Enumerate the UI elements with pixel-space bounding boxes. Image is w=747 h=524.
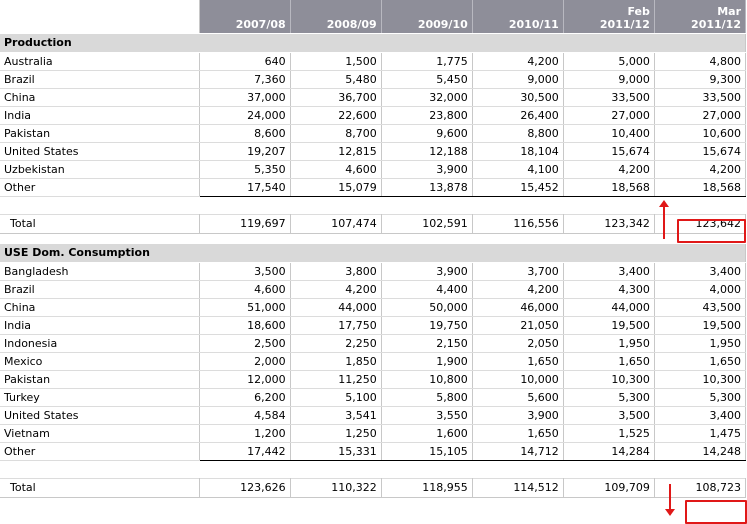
cell-value: 9,300	[654, 71, 745, 89]
cell-value: 3,800	[290, 263, 381, 281]
total-label: Total	[0, 479, 199, 498]
spacer-cell	[563, 461, 654, 479]
cell-value: 14,248	[654, 443, 745, 461]
cell-value: 44,000	[563, 299, 654, 317]
cell-value: 19,750	[381, 317, 472, 335]
cell-value: 10,600	[654, 125, 745, 143]
cell-value: 33,500	[654, 89, 745, 107]
section-header-production	[0, 34, 746, 53]
table-row	[0, 389, 746, 407]
cell-value: 1,650	[472, 353, 563, 371]
col-header: Mar 2011/12	[654, 0, 745, 34]
table-row	[0, 425, 746, 443]
cell-value: 51,000	[199, 299, 290, 317]
row-label: Uzbekistan	[0, 161, 199, 179]
cell-value: 12,188	[381, 143, 472, 161]
cell-value: 30,500	[472, 89, 563, 107]
total-value: 123,342	[563, 215, 654, 234]
total-value: 123,642	[654, 215, 745, 234]
cell-value: 4,200	[563, 161, 654, 179]
cell-value: 5,350	[199, 161, 290, 179]
gap-cell	[199, 234, 290, 245]
col-header: Feb 2011/12	[563, 0, 654, 34]
highlight-box-production-total	[677, 219, 746, 243]
spacer-cell	[0, 197, 199, 215]
cell-value: 4,200	[472, 281, 563, 299]
cell-value: 14,712	[472, 443, 563, 461]
cell-value: 14,284	[563, 443, 654, 461]
table-row	[0, 281, 746, 299]
spacer-row	[0, 461, 746, 479]
cell-value: 5,000	[563, 53, 654, 71]
cell-value: 640	[199, 53, 290, 71]
gap-cell	[563, 234, 654, 245]
cell-value: 5,450	[381, 71, 472, 89]
cell-value: 4,800	[654, 53, 745, 71]
section-title: USE Dom. Consumption	[0, 244, 746, 263]
table-row	[0, 89, 746, 107]
cell-value: 10,800	[381, 371, 472, 389]
total-value: 123,626	[199, 479, 290, 498]
spacer-cell	[290, 197, 381, 215]
cell-value: 3,900	[381, 161, 472, 179]
section-title: Production	[0, 34, 746, 53]
row-label: United States	[0, 143, 199, 161]
cell-value: 46,000	[472, 299, 563, 317]
row-label: India	[0, 317, 199, 335]
table-row	[0, 143, 746, 161]
spacer-cell	[472, 461, 563, 479]
col-header: 2010/11	[472, 0, 563, 34]
table-row	[0, 317, 746, 335]
cell-value: 22,600	[290, 107, 381, 125]
cell-value: 9,000	[563, 71, 654, 89]
cell-value: 3,400	[654, 263, 745, 281]
cell-value: 1,475	[654, 425, 745, 443]
table-row	[0, 407, 746, 425]
table-row	[0, 53, 746, 71]
total-value: 109,709	[563, 479, 654, 498]
spacer-cell	[654, 461, 745, 479]
col-header: 2009/10	[381, 0, 472, 34]
cell-value: 18,104	[472, 143, 563, 161]
gap-cell	[0, 234, 199, 245]
cell-value: 4,200	[472, 53, 563, 71]
cell-value: 12,000	[199, 371, 290, 389]
total-value: 114,512	[472, 479, 563, 498]
cell-value: 2,500	[199, 335, 290, 353]
highlight-box-consumption-total	[685, 500, 747, 524]
cell-value: 2,150	[381, 335, 472, 353]
row-label: Pakistan	[0, 371, 199, 389]
cell-value: 10,000	[472, 371, 563, 389]
cell-value: 3,550	[381, 407, 472, 425]
cell-value: 15,331	[290, 443, 381, 461]
table-row	[0, 443, 746, 461]
cell-value: 1,600	[381, 425, 472, 443]
table-row	[0, 71, 746, 89]
spacer-cell	[199, 197, 290, 215]
cell-value: 5,600	[472, 389, 563, 407]
cell-value: 8,700	[290, 125, 381, 143]
table-row	[0, 107, 746, 125]
cell-value: 1,850	[290, 353, 381, 371]
cell-value: 5,300	[563, 389, 654, 407]
cell-value: 5,480	[290, 71, 381, 89]
cell-value: 8,600	[199, 125, 290, 143]
cell-value: 4,600	[199, 281, 290, 299]
cell-value: 24,000	[199, 107, 290, 125]
spacer-cell	[199, 461, 290, 479]
cell-value: 1,650	[563, 353, 654, 371]
cell-value: 26,400	[472, 107, 563, 125]
gap-cell	[290, 234, 381, 245]
cell-value: 37,000	[199, 89, 290, 107]
row-label: Pakistan	[0, 125, 199, 143]
row-label: Other	[0, 179, 199, 197]
cell-value: 8,800	[472, 125, 563, 143]
total-row-consumption	[0, 479, 746, 498]
cell-value: 19,500	[654, 317, 745, 335]
cell-value: 15,674	[563, 143, 654, 161]
cell-value: 1,250	[290, 425, 381, 443]
cell-value: 27,000	[563, 107, 654, 125]
table-row	[0, 371, 746, 389]
cell-value: 1,200	[199, 425, 290, 443]
spacer-row	[0, 197, 746, 215]
total-value: 108,723	[654, 479, 745, 498]
total-label: Total	[0, 215, 199, 234]
total-row-production	[0, 215, 746, 234]
row-label: Indonesia	[0, 335, 199, 353]
col-header: 2007/08	[199, 0, 290, 34]
cell-value: 19,500	[563, 317, 654, 335]
row-label: India	[0, 107, 199, 125]
spacer-cell	[0, 461, 199, 479]
row-label: United States	[0, 407, 199, 425]
cell-value: 5,100	[290, 389, 381, 407]
row-label: Brazil	[0, 71, 199, 89]
cell-value: 2,050	[472, 335, 563, 353]
cell-value: 4,400	[381, 281, 472, 299]
cell-value: 10,300	[654, 371, 745, 389]
cell-value: 18,600	[199, 317, 290, 335]
cell-value: 33,500	[563, 89, 654, 107]
spacer-cell	[381, 197, 472, 215]
total-value: 102,591	[381, 215, 472, 234]
table-row	[0, 125, 746, 143]
cell-value: 11,250	[290, 371, 381, 389]
cell-value: 3,900	[472, 407, 563, 425]
gap-cell	[381, 234, 472, 245]
cell-value: 27,000	[654, 107, 745, 125]
cell-value: 3,400	[563, 263, 654, 281]
cell-value: 36,700	[290, 89, 381, 107]
row-label: Bangladesh	[0, 263, 199, 281]
table-row	[0, 353, 746, 371]
row-label: Other	[0, 443, 199, 461]
cell-value: 1,950	[563, 335, 654, 353]
cell-value: 1,500	[290, 53, 381, 71]
header-corner	[0, 0, 199, 34]
cell-value: 9,600	[381, 125, 472, 143]
row-label: Mexico	[0, 353, 199, 371]
cell-value: 1,775	[381, 53, 472, 71]
spacer-cell	[472, 197, 563, 215]
cell-value: 1,650	[472, 425, 563, 443]
cell-value: 6,200	[199, 389, 290, 407]
cell-value: 9,000	[472, 71, 563, 89]
cell-value: 15,674	[654, 143, 745, 161]
cell-value: 12,815	[290, 143, 381, 161]
cell-value: 3,400	[654, 407, 745, 425]
cell-value: 3,700	[472, 263, 563, 281]
cell-value: 1,950	[654, 335, 745, 353]
cell-value: 32,000	[381, 89, 472, 107]
cell-value: 10,400	[563, 125, 654, 143]
cell-value: 4,600	[290, 161, 381, 179]
total-value: 119,697	[199, 215, 290, 234]
header-row	[0, 0, 746, 34]
row-label: Brazil	[0, 281, 199, 299]
table-row	[0, 263, 746, 281]
row-label: China	[0, 89, 199, 107]
cell-value: 4,200	[654, 161, 745, 179]
cell-value: 43,500	[654, 299, 745, 317]
cell-value: 3,500	[199, 263, 290, 281]
col-header: 2008/09	[290, 0, 381, 34]
cell-value: 10,300	[563, 371, 654, 389]
cell-value: 7,360	[199, 71, 290, 89]
cell-value: 5,800	[381, 389, 472, 407]
cell-value: 50,000	[381, 299, 472, 317]
row-label: Vietnam	[0, 425, 199, 443]
table-row	[0, 179, 746, 197]
section-header-consumption	[0, 244, 746, 263]
table-row	[0, 161, 746, 179]
gap-cell	[472, 234, 563, 245]
section-gap	[0, 234, 746, 245]
cell-value: 1,900	[381, 353, 472, 371]
cell-value: 17,540	[199, 179, 290, 197]
cell-value: 2,000	[199, 353, 290, 371]
cell-value: 15,452	[472, 179, 563, 197]
spacer-cell	[381, 461, 472, 479]
cell-value: 13,878	[381, 179, 472, 197]
total-value: 118,955	[381, 479, 472, 498]
cell-value: 3,541	[290, 407, 381, 425]
total-value: 107,474	[290, 215, 381, 234]
cell-value: 4,584	[199, 407, 290, 425]
row-label: Turkey	[0, 389, 199, 407]
cell-value: 17,442	[199, 443, 290, 461]
cell-value: 1,650	[654, 353, 745, 371]
cell-value: 4,300	[563, 281, 654, 299]
cell-value: 3,500	[563, 407, 654, 425]
spacer-cell	[290, 461, 381, 479]
table-row	[0, 335, 746, 353]
cell-value: 4,200	[290, 281, 381, 299]
cell-value: 15,079	[290, 179, 381, 197]
row-label: China	[0, 299, 199, 317]
table-row	[0, 299, 746, 317]
spacer-cell	[563, 197, 654, 215]
cell-value: 18,568	[654, 179, 745, 197]
cell-value: 1,525	[563, 425, 654, 443]
cell-value: 18,568	[563, 179, 654, 197]
cell-value: 44,000	[290, 299, 381, 317]
total-value: 110,322	[290, 479, 381, 498]
cell-value: 3,900	[381, 263, 472, 281]
cell-value: 15,105	[381, 443, 472, 461]
cell-value: 23,800	[381, 107, 472, 125]
up-arrow-icon	[663, 206, 665, 239]
cell-value: 5,300	[654, 389, 745, 407]
cell-value: 17,750	[290, 317, 381, 335]
cell-value: 4,000	[654, 281, 745, 299]
down-arrow-icon	[669, 484, 671, 510]
cell-value: 21,050	[472, 317, 563, 335]
cell-value: 4,100	[472, 161, 563, 179]
row-label: Australia	[0, 53, 199, 71]
cell-value: 19,207	[199, 143, 290, 161]
cell-value: 2,250	[290, 335, 381, 353]
total-value: 116,556	[472, 215, 563, 234]
